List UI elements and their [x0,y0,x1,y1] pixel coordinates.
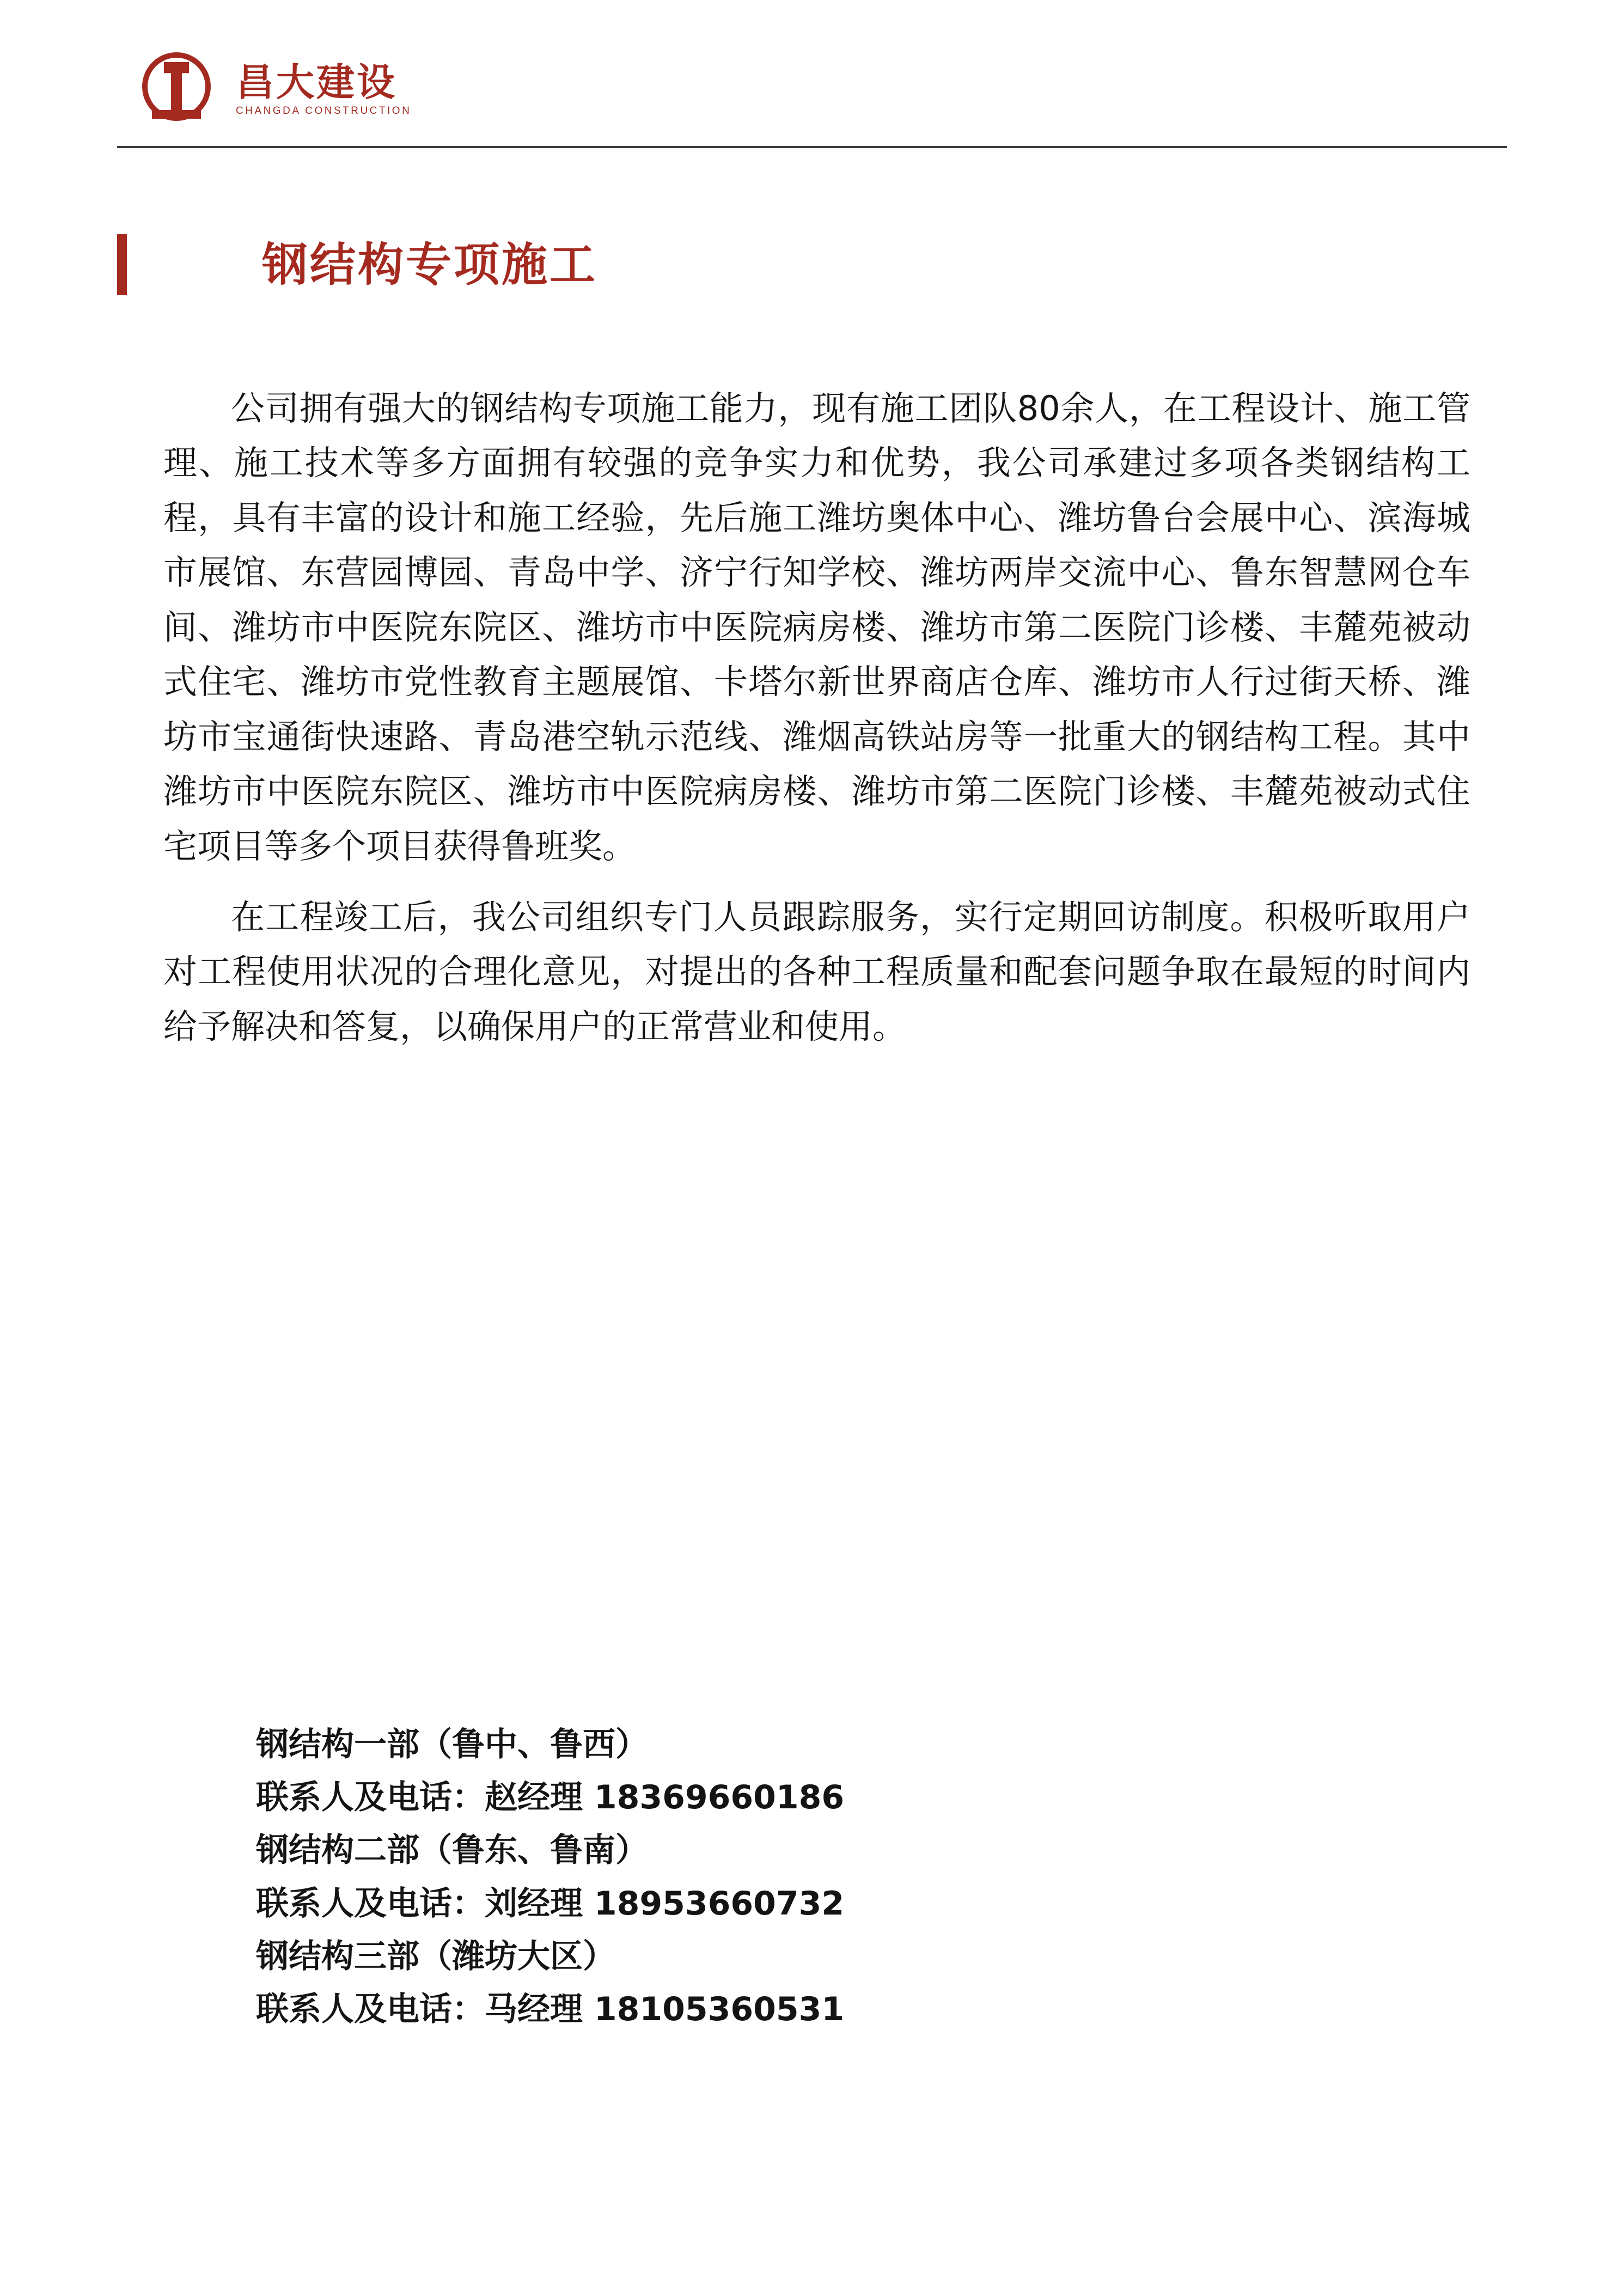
title-accent-bar [117,234,127,295]
paragraph: 公司拥有强大的钢结构专项施工能力，现有施工团队80余人，在工程设计、施工管理、施工技术等多方面拥有较强的竞争实力和优势，我公司承建过多项各类钢结构工程，具有丰富的设计和施工经验，先后施工潍坊奥体中心、潍坊鲁台会展中心、滨海城市展馆、东营园博园、青岛中学、济宁行知学校、潍坊两岸交流中心、鲁东智慧网仓车间、潍坊市中医院东院区、潍坊市中医院病房楼、潍坊市第二医院门诊楼、丰麓苑被动式住宅、潍坊市党性教育主题展馆、卡塔尔新世界商店仓库、潍坊市人行过街天桥、潍坊市宝通街快速路、青岛港空轨示范线、潍烟高铁站房等一批重大的钢结构工程。其中潍坊市中医院东院区、潍坊市中医院病房楼、潍坊市第二医院门诊楼、丰麓苑被动式住宅项目等多个项目获得鲁班奖。 [163,388,1470,866]
contact-line: 钢结构二部（鲁东、鲁南） [256,1831,648,1870]
section-title-row [117,234,597,295]
page-header [117,49,1507,153]
company-logo [117,49,1507,131]
contact-block [256,1718,1454,2036]
contact-line: 联系人及电话：刘经理 18953660732 [256,1884,845,1923]
logo-english-name: CHANGDA CONSTRUCTION [236,105,412,117]
contact-line: 联系人及电话：赵经理 18369660186 [256,1778,845,1817]
page-title: 钢结构专项施工 [262,238,598,291]
logo-chinese-name: 昌大建设 [236,60,397,105]
header-divider [117,146,1507,148]
hammer-in-circle-logo-icon [139,49,221,131]
contact-line: 钢结构三部（潍坊大区） [256,1937,615,1976]
body-copy [163,381,1470,1070]
paragraph: 在工程竣工后，我公司组织专门人员跟踪服务，实行定期回访制度。积极听取用户对工程使用状况的合理化意见，对提出的各种工程质量和配套问题争取在最短的时间内给予解决和答复，以确保用户的正常营业和使用。 [163,897,1470,1046]
logo-text-block [236,60,412,117]
contact-line: 联系人及电话：马经理 18105360531 [256,1990,845,2028]
contact-line: 钢结构一部（鲁中、鲁西） [256,1726,648,1764]
